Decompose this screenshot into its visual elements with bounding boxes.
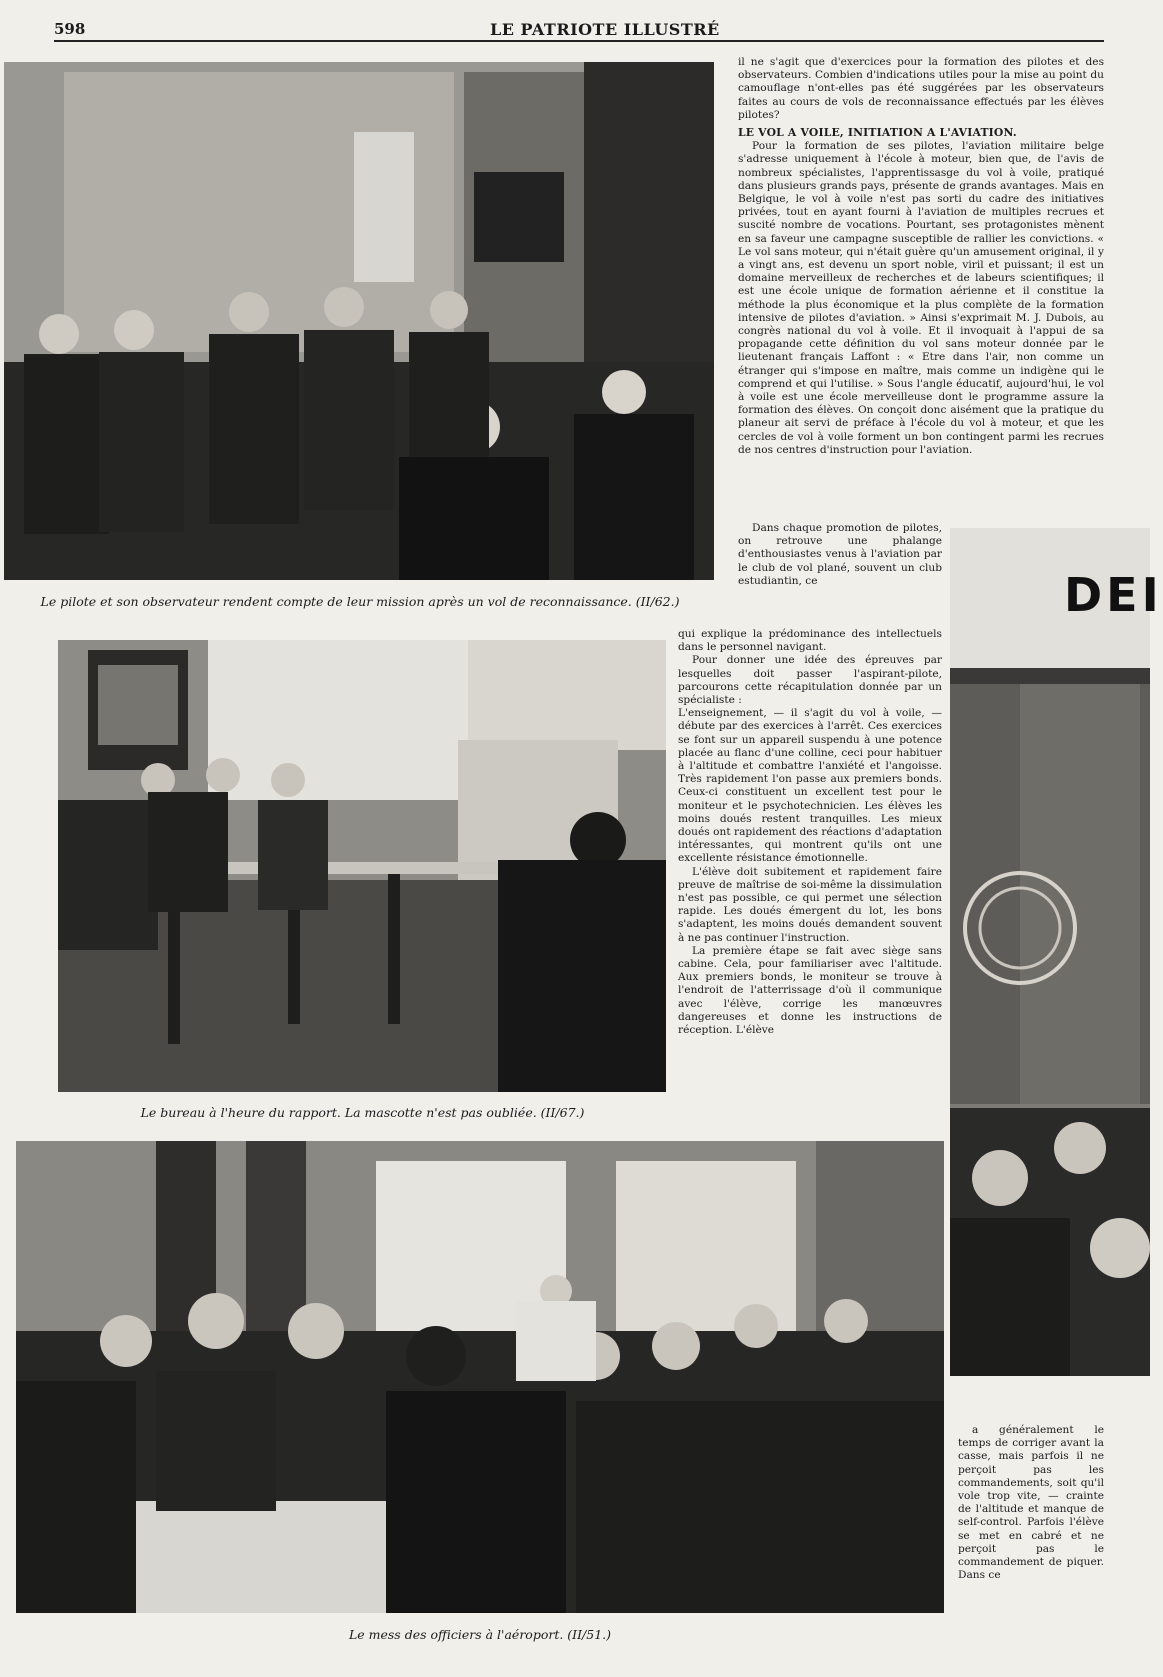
- photo-office: [58, 640, 666, 1092]
- photo-officers-mess: [16, 1141, 944, 1613]
- article-column-middle: [678, 628, 942, 1037]
- hangar-sign: DEI: [1064, 568, 1163, 622]
- photo-debriefing: [4, 62, 714, 580]
- article-column-wrap: [738, 522, 942, 588]
- article-paragraph: a généralement le temps de corriger avant la casse, mais parfois il ne perçoit pas les commandements, soit qu'il vole trop vite, — crainte de l'altitude et manque de self-control. Parfois l'élève se met en cabré et ne perçoit pas le commandement de piquer. Dans ce: [958, 1424, 1104, 1582]
- article-paragraph: Pour donner une idée des épreuves par lesquelles doit passer l'aspirant-pilote, parcourons cette récapitulation donnée par un spécialiste :: [678, 654, 942, 707]
- photo-hangar: [950, 528, 1163, 1376]
- article-paragraph: il ne s'agit que d'exercices pour la formation des pilotes et des observateurs. Combien d'indications utiles pour la mise au point du camouflage n'ont-elles pas été suggérées par les observateurs faites au cours de vols de reconnaissance effectués par les élèves pilotes?: [738, 56, 1104, 121]
- photo-office-caption: Le bureau à l'heure du rapport. La mascotte n'est pas oubliée. (II/67.): [140, 1105, 585, 1120]
- photo-officers-mess-caption: Le mess des officiers à l'aéroport. (II/51.): [348, 1627, 612, 1642]
- article-paragraph: Pour la formation de ses pilotes, l'aviation militaire belge s'adresse uniquement à l'école à moteur, bien que, de l'avis de nombreux spécialistes, l'apprentissasge du vol à voile, pratiqué dans plusieurs grands pays, présente de grands avantages. Mais en Belgique, le vol à voile n'est pas sorti du cadre des initiatives privées, tout en ayant fourni à l'aviation de multiples recrues et suscité nombre de vocations. Pourtant, ses protagonistes mènent en sa faveur une campagne susceptible de rallier les convictions. « Le vol sans moteur, qui n'était guère qu'un amusement original, il y a vingt ans, est devenu un sport noble, viril et puissant; il est un domaine merveilleux de recherches et de labeurs scientifiques; il est une école unique de formation aérienne et il constitue la méthode la plus économique et la plus complète de la formation intensive de pilotes d'aviation. » Ainsi s'exprimait M. J. Dubois, au congrès national du vol à voile. Et il invoquait à l'appui de sa propagande cette définition du vol sans moteur donnée par le lieutenant français Laffont : « Etre dans l'air, non comme un étranger qui s'impose en maître, mais comme un indigène qui le comprend et qui l'utilise. » Sous l'angle éducatif, aujourd'hui, le vol à voile est une école merveilleuse dont le programme assure la formation des élèves. On conçoit donc aisément que la pratique du planeur ait servi de préface à l'école du vol à moteur, et que les cercles de vol à voile forment un bon contingent parmi les recrues de nos centres d'instruction pour l'aviation.: [738, 140, 1104, 456]
- article-paragraph: L'enseignement, — il s'agit du vol à voile, — débute par des exercices à l'arrêt. Ces exercices se font sur un appareil suspendu à une potence placée au flanc d'une colline, ceci pour habituer à l'altitude et combattre l'anxiété et l'angoisse. Très rapidement l'on passe aux premiers bonds. Ceux-ci constituent un excellent test pour le moniteur et le psychotechnicien. Les élèves les moins doués restent tranquilles. Les mieux doués ont rapidement des réactions d'adaptation intéressantes, qui montrent qu'ils ont une excellente résistance émotionnelle.: [678, 707, 942, 865]
- page-number: 598: [54, 20, 86, 38]
- article-paragraph: qui explique la prédominance des intellectuels dans le personnel navigant.: [678, 628, 942, 654]
- magazine-title: LE PATRIOTE ILLUSTRÉ: [490, 20, 720, 39]
- article-paragraph: L'élève doit subitement et rapidement faire preuve de maîtrise de soi-même la dissimulation n'est pas possible, ce qui permet une sélection rapide. Les doués émergent du lot, les bons s'adaptent, les moins doués demandent souvent à ne pas continuer l'instruction.: [678, 865, 942, 944]
- article-column-bottom-right: [958, 1424, 1104, 1582]
- article-column-top: [738, 56, 1104, 457]
- photo-debriefing-caption: Le pilote et son observateur rendent compte de leur mission après un vol de reconnaissance. (II/62.): [40, 594, 680, 609]
- header-rule: [54, 40, 1104, 42]
- article-paragraph: Dans chaque promotion de pilotes, on retrouve une phalange d'enthousiastes venus à l'aviation par le club de vol plané, souvent un club estudiantin, ce: [738, 522, 942, 587]
- article-heading: LE VOL A VOILE, INITIATION A L'AVIATION.: [738, 126, 1017, 140]
- article-paragraph: La première étape se fait avec siège sans cabine. Cela, pour familiariser avec l'altitude. Aux premiers bonds, le moniteur se trouve à l'endroit de l'atterrissage d'où il communique avec l'élève, corrige les manœuvres dangereuses et donne les instructions de réception. L'élève: [678, 944, 942, 1037]
